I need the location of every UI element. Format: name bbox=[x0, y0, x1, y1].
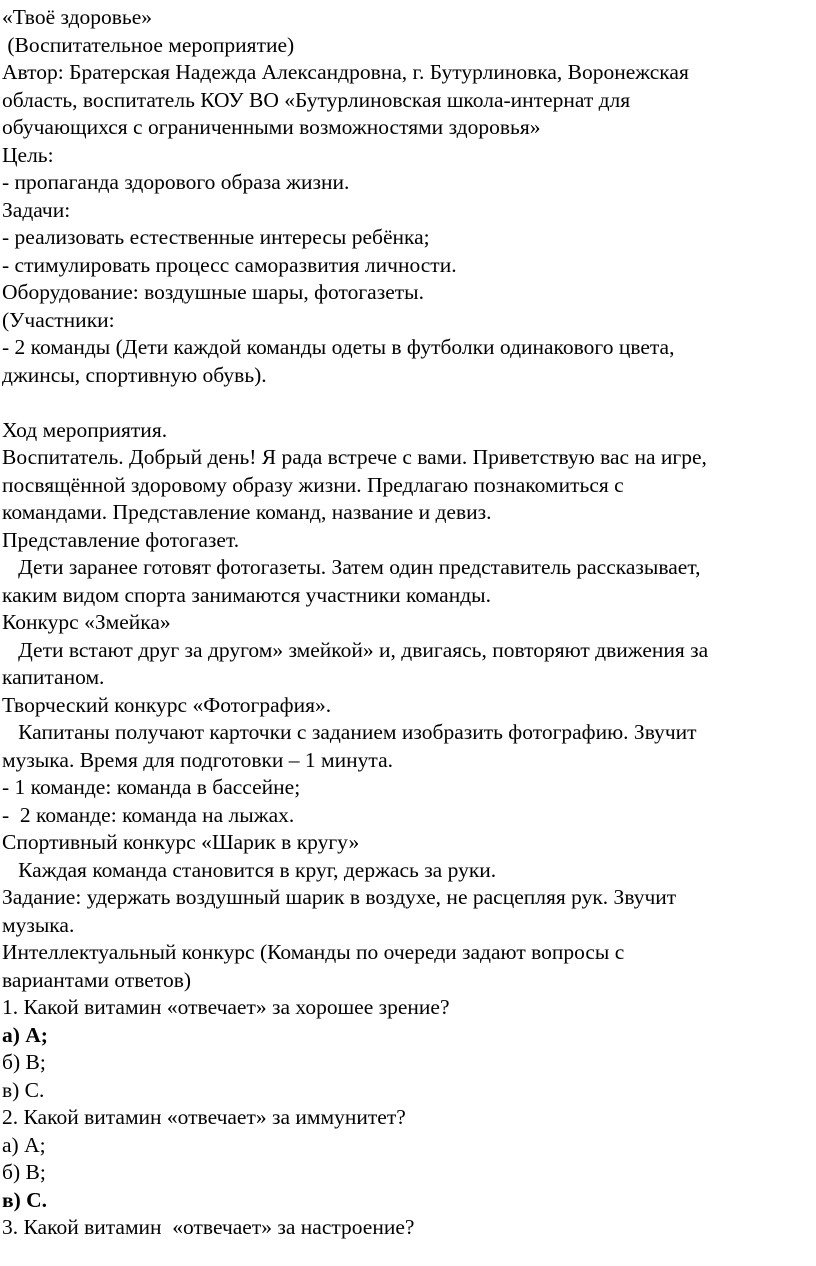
subtitle-line: (Воспитательное мероприятие) bbox=[2, 32, 295, 57]
section-heading: Творческий конкурс «Фотография». bbox=[2, 692, 332, 717]
title-line: «Твоё здоровье» bbox=[2, 5, 153, 29]
answer-option: в) С. bbox=[2, 1077, 45, 1102]
event-heading: Ход мероприятия. bbox=[2, 417, 168, 442]
list-item: - 1 команде: команда в бассейне; bbox=[2, 775, 301, 799]
tasks-heading: Задачи: bbox=[2, 197, 71, 222]
paragraph-line: посвящённой здоровому образу жизни. Предлагаю познакомиться с bbox=[2, 472, 624, 497]
participants-line: джинсы, спортивную обувь). bbox=[2, 362, 267, 387]
task-item: - реализовать естественные интересы ребёнка; bbox=[2, 225, 430, 249]
answer-option-correct: а) А; bbox=[2, 1022, 48, 1047]
task-item: - стимулировать процесс саморазвития личности. bbox=[2, 252, 457, 277]
section-heading: Интеллектуальный конкурс (Команды по очереди задают вопросы с bbox=[2, 940, 625, 964]
paragraph-line: Задание: удержать воздушный шарик в воздухе, не расцепляя рук. Звучит bbox=[2, 885, 677, 909]
section-heading: Спортивный конкурс «Шарик в кругу» bbox=[2, 830, 360, 854]
answer-option: а) А; bbox=[2, 1132, 46, 1157]
goal-item: - пропаганда здорового образа жизни. bbox=[2, 170, 350, 194]
paragraph-line: Дети встают друг за другом» змейкой» и, двигаясь, повторяют движения за bbox=[2, 637, 709, 662]
paragraph-line: Каждая команда становится в круг, держась за руки. bbox=[2, 857, 497, 882]
paragraph-line: музыка. Время для подготовки – 1 минута. bbox=[2, 747, 393, 772]
list-item: - 2 команде: команда на лыжах. bbox=[2, 802, 295, 827]
answer-option: б) В; bbox=[2, 1160, 46, 1184]
section-heading: Представление фотогазет. bbox=[2, 527, 240, 552]
answer-option-correct: в) С. bbox=[2, 1187, 48, 1212]
goal-heading: Цель: bbox=[2, 142, 54, 167]
paragraph-line: каким видом спорта занимаются участники команды. bbox=[2, 582, 491, 607]
author-line: обучающихся с ограниченными возможностями здоровья» bbox=[2, 115, 541, 139]
question-line: 3. Какой витамин «отвечает» за настроение? bbox=[2, 1215, 415, 1239]
paragraph-line: Воспитатель. Добрый день! Я рада встрече с вами. Приветствую вас на игре, bbox=[2, 445, 707, 469]
paragraph-line: Капитаны получают карточки с заданием изобразить фотографию. Звучит bbox=[2, 720, 697, 744]
paragraph-line: командами. Представление команд, название и девиз. bbox=[2, 500, 492, 524]
paragraph-line: капитаном. bbox=[2, 665, 105, 689]
blank-line bbox=[0, 389, 816, 417]
author-line: Автор: Братерская Надежда Александровна, г. Бутурлиновка, Воронежская bbox=[2, 60, 689, 84]
participants-line: - 2 команды (Дети каждой команды одеты в футболки одинакового цвета, bbox=[2, 335, 675, 359]
paragraph-line: Дети заранее готовят фотогазеты. Затем один представитель рассказывает, bbox=[2, 555, 701, 579]
paragraph-line: музыка. bbox=[2, 912, 75, 937]
section-heading: Конкурс «Змейка» bbox=[2, 610, 171, 634]
participants-heading: (Участники: bbox=[2, 307, 115, 332]
author-line: область, воспитатель КОУ ВО «Бутурлиновская школа-интернат для bbox=[2, 87, 631, 112]
answer-option: б) В; bbox=[2, 1050, 46, 1074]
question-line: 1. Какой витамин «отвечает» за хорошее зрение? bbox=[2, 995, 450, 1019]
equipment-line: Оборудование: воздушные шары, фотогазеты. bbox=[2, 280, 424, 304]
section-heading: вариантами ответов) bbox=[2, 967, 192, 992]
question-line: 2. Какой витамин «отвечает» за иммунитет? bbox=[2, 1105, 406, 1129]
